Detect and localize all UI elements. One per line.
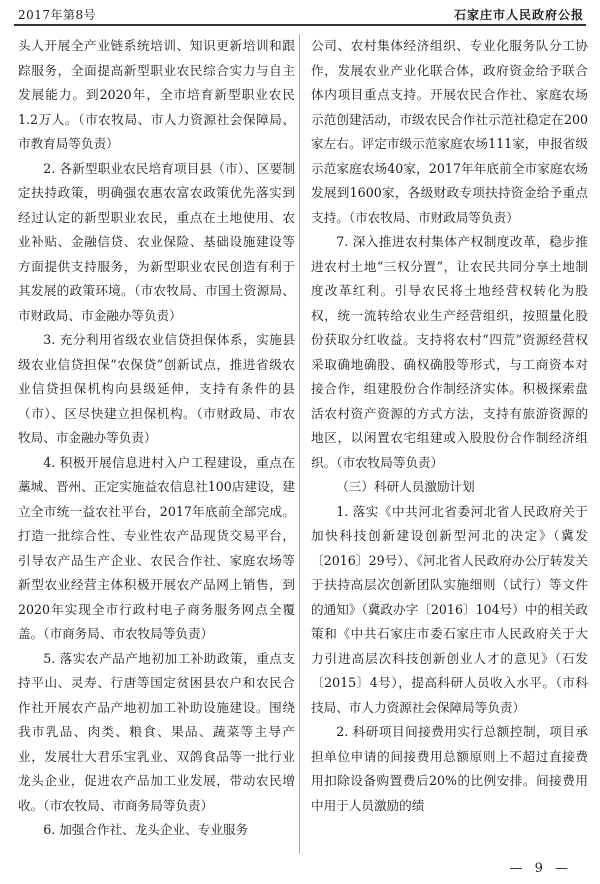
paragraph: 公司、农村集体经济组织、专业化服务队分工协作，发展农业产业化联合体，政府资金给予联合体内项目重点支持。开展农民合作社、家庭农场示范创建活动，市级农民合作社示范社稳定在200家左右。评定市级示范家庭农场111家，申报省级示范家庭农场40家，2017年年底前全市家庭农场发展到1600家，各级财政专项扶持资金给予重点支持。（市农牧局、市财政局等负责） xyxy=(311,38,588,225)
header-rule xyxy=(14,24,586,26)
column-divider xyxy=(299,34,300,854)
paragraph: 3. 充分利用省级农业信贷担保体系，实施县级农业信贷担保“农保贷”创新试点，推进省级农业信贷担保机构向县级延伸，支持有条件的县（市）、区尽快建立担保机构。（市财政局、市农牧局、市金融办等负责） xyxy=(18,332,295,445)
paragraph: 7. 深入推进农村集体产权制度改革，稳步推进农村土地“三权分置”，让农民共同分享土地制度改革红利。引导农民将土地经营权转化为股权，统一流转给农业生产经营组织，按照量化股份获取分红收益。支持将农村“四荒”资源经营权采取确地确股、确权确股等形式，与工商资本对接合作，组建股份合作制经济实体。积极探索盘活农村资产资源的方式方法，支持有旅游资源的地区，以闲置农宅组建或入股股份合作制经济组织。（市农牧局等负责） xyxy=(311,234,588,470)
paragraph: 2. 各新型职业农民培育项目县（市）、区要制定扶持政策，明确强农惠农富农政策优先落实到经过认定的新型职业农民，重点在土地使用、农业补贴、金融信贷、农业保险、基础设施建设等方面提供支持服务，为新型职业农民创造有利于其发展的政策环境。（市农牧局、市国土资源局、市财政局、市金融办等负责） xyxy=(18,160,295,323)
section-heading: （三）科研人员激励计划 xyxy=(336,479,475,494)
paragraph: 1. 落实《中共河北省委河北省人民政府关于加快科技创新建设创新型河北的决定》（冀发〔2016〕29号）、《河北省人民政府办公厅转发关于扶持高层次创新团队实施细则（试行）等文件的通知》（冀政办字〔2016〕104号）中的相关政策和《中共石家庄市委石家庄市人民政府关于大力引进高层次科技创新创业人才的意见》（石发〔2015〕4号），提高科研人员收入水平。（市科技局、市人力资源社会保障局等负责） xyxy=(311,503,588,715)
paragraph: 6. 加强合作社、龙头企业、专业服务 xyxy=(43,822,249,837)
left-column xyxy=(18,34,295,854)
paragraph: 4. 积极开展信息进村入户工程建设，重点在藁城、晋州、正定实施益农信息社100店建设，建立全市统一益农社平台，2017年底前全部完成。打造一批综合性、专业性农产品现货交易平台，引导农产品生产企业、农民合作社、家庭农场等新型农业经营主体积极开展农产品网上销售，到2020年实现全市行政村电子商务服务网点全覆盖。（市商务局、市农牧局等负责） xyxy=(18,454,295,641)
right-column xyxy=(311,34,588,854)
issue-label: 2017年第8号 xyxy=(18,8,97,22)
page-number: — 9 — xyxy=(509,861,572,876)
paragraph: 5. 落实农产品产地初加工补助政策，重点支持平山、灵寿、行唐等国定贫困县农户和农民合作社开展农产品产地初加工补助设施建设。围绕我市乳品、肉类、粮食、果品、蔬菜等主导产业，发展壮大君乐宝乳业、双鸽食品等一批行业龙头企业，促进农产品加工业发展，带动农民增收。（市农牧局、市商务局等负责） xyxy=(18,650,295,813)
paragraph: 头人开展全产业链系统培训、知识更新培训和跟踪服务，全面提高新型职业农民综合实力与自主发展能力。到2020年，全市培育新型职业农民1.2万人。（市农牧局、市人力资源社会保障局、市教育局等负责） xyxy=(18,38,295,151)
publication-title: 石家庄市人民政府公报 xyxy=(453,8,584,22)
page-header xyxy=(0,0,600,26)
paragraph: 2. 科研项目间接费用实行总额控制，项目承担单位申请的间接费用总额原则上不超过直接费用扣除设备购置费后20%的比例安排。间接费用中用于人员激励的绩 xyxy=(311,724,588,813)
